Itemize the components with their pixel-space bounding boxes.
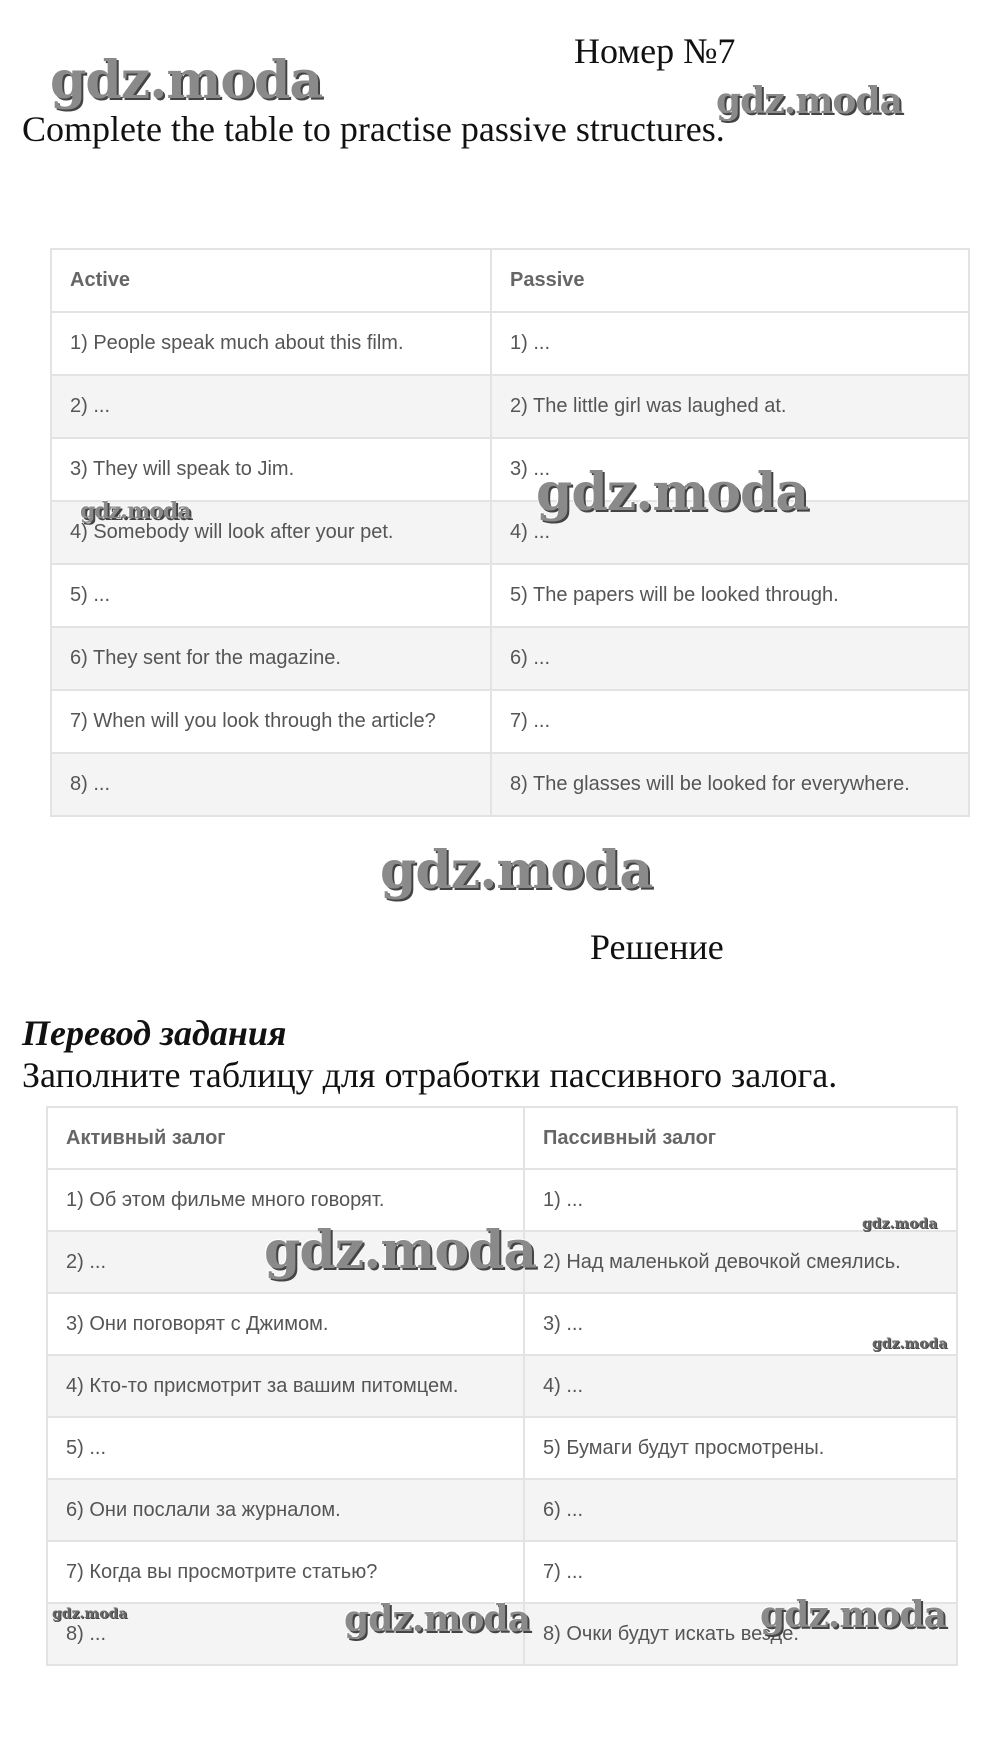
cell-passive: 8) Очки будут искать везде. — [524, 1603, 957, 1665]
cell-passive: 2) Над маленькой девочкой смеялись. — [524, 1231, 957, 1293]
cell-active: 7) Когда вы просмотрите статью? — [47, 1541, 524, 1603]
cell-passive: 4) ... — [524, 1355, 957, 1417]
cell-active: 7) When will you look through the article? — [51, 690, 491, 753]
table-row — [47, 1479, 957, 1541]
watermark: gdz.moda — [344, 1598, 530, 1640]
watermark: gdz.moda — [50, 50, 323, 111]
exercise-table-english — [50, 248, 970, 817]
cell-passive: 5) Бумаги будут просмотрены. — [524, 1417, 957, 1479]
translation-text: Заполните таблицу для отработки пассивного залога. — [22, 1055, 838, 1095]
cell-passive: 2) The little girl was laughed at. — [491, 375, 969, 438]
watermark: gdz.moda — [264, 1220, 537, 1281]
cell-active: 2) ... — [51, 375, 491, 438]
table-row — [47, 1417, 957, 1479]
header-active: Active — [51, 249, 491, 312]
cell-active: 6) Они послали за журналом. — [47, 1479, 524, 1541]
header-active: Активный залог — [47, 1107, 524, 1169]
cell-passive: 8) The glasses will be looked for everywhere. — [491, 753, 969, 816]
watermark: gdz.moda — [380, 840, 653, 901]
cell-passive: 6) ... — [491, 627, 969, 690]
table-row — [51, 690, 969, 753]
cell-passive: 3) ... — [491, 438, 969, 501]
cell-active: 8) ... — [51, 753, 491, 816]
exercise-number: Номер №7 — [574, 31, 736, 71]
translation-title: Перевод задания — [22, 1013, 287, 1053]
cell-passive: 7) ... — [524, 1541, 957, 1603]
cell-passive: 5) The papers will be looked through. — [491, 564, 969, 627]
solution-label: Решение — [590, 927, 724, 967]
exercise-table-russian — [46, 1106, 958, 1666]
cell-active: 3) They will speak to Jim. — [51, 438, 491, 501]
cell-passive: 1) ... — [491, 312, 969, 375]
cell-active: 3) Они поговорят с Джимом. — [47, 1293, 524, 1355]
cell-active: 4) Somebody will look after your pet. — [51, 501, 491, 564]
cell-active: 1) Об этом фильме много говорят. — [47, 1169, 524, 1231]
table-row — [47, 1355, 957, 1417]
cell-active: 5) ... — [47, 1417, 524, 1479]
cell-active: 8) ... — [47, 1603, 524, 1665]
watermark: gdz.moda — [536, 462, 809, 523]
cell-active: 2) ... — [47, 1231, 524, 1293]
cell-passive: 6) ... — [524, 1479, 957, 1541]
cell-passive: 7) ... — [491, 690, 969, 753]
table-row — [51, 375, 969, 438]
table-row — [47, 1293, 957, 1355]
watermark: gdz.moda — [716, 80, 902, 122]
header-passive: Пассивный залог — [524, 1107, 957, 1169]
watermark: gdz.moda — [80, 498, 191, 524]
header-passive: Passive — [491, 249, 969, 312]
table-row — [51, 564, 969, 627]
watermark: gdz.moda — [862, 1216, 938, 1232]
table-row — [51, 627, 969, 690]
watermark: gdz.moda — [872, 1336, 948, 1352]
cell-passive: 4) ... — [491, 501, 969, 564]
watermark: gdz.moda — [760, 1594, 946, 1636]
cell-passive: 3) ... — [524, 1293, 957, 1355]
table-row — [51, 438, 969, 501]
table-row — [51, 753, 969, 816]
cell-active: 6) They sent for the magazine. — [51, 627, 491, 690]
cell-passive: 1) ... — [524, 1169, 957, 1231]
cell-active: 1) People speak much about this film. — [51, 312, 491, 375]
table-row — [51, 312, 969, 375]
watermark: gdz.moda — [52, 1606, 128, 1622]
task-text: Complete the table to practise passive structures. — [22, 109, 725, 149]
cell-active: 4) Кто-то присмотрит за вашим питомцем. — [47, 1355, 524, 1417]
cell-active: 5) ... — [51, 564, 491, 627]
